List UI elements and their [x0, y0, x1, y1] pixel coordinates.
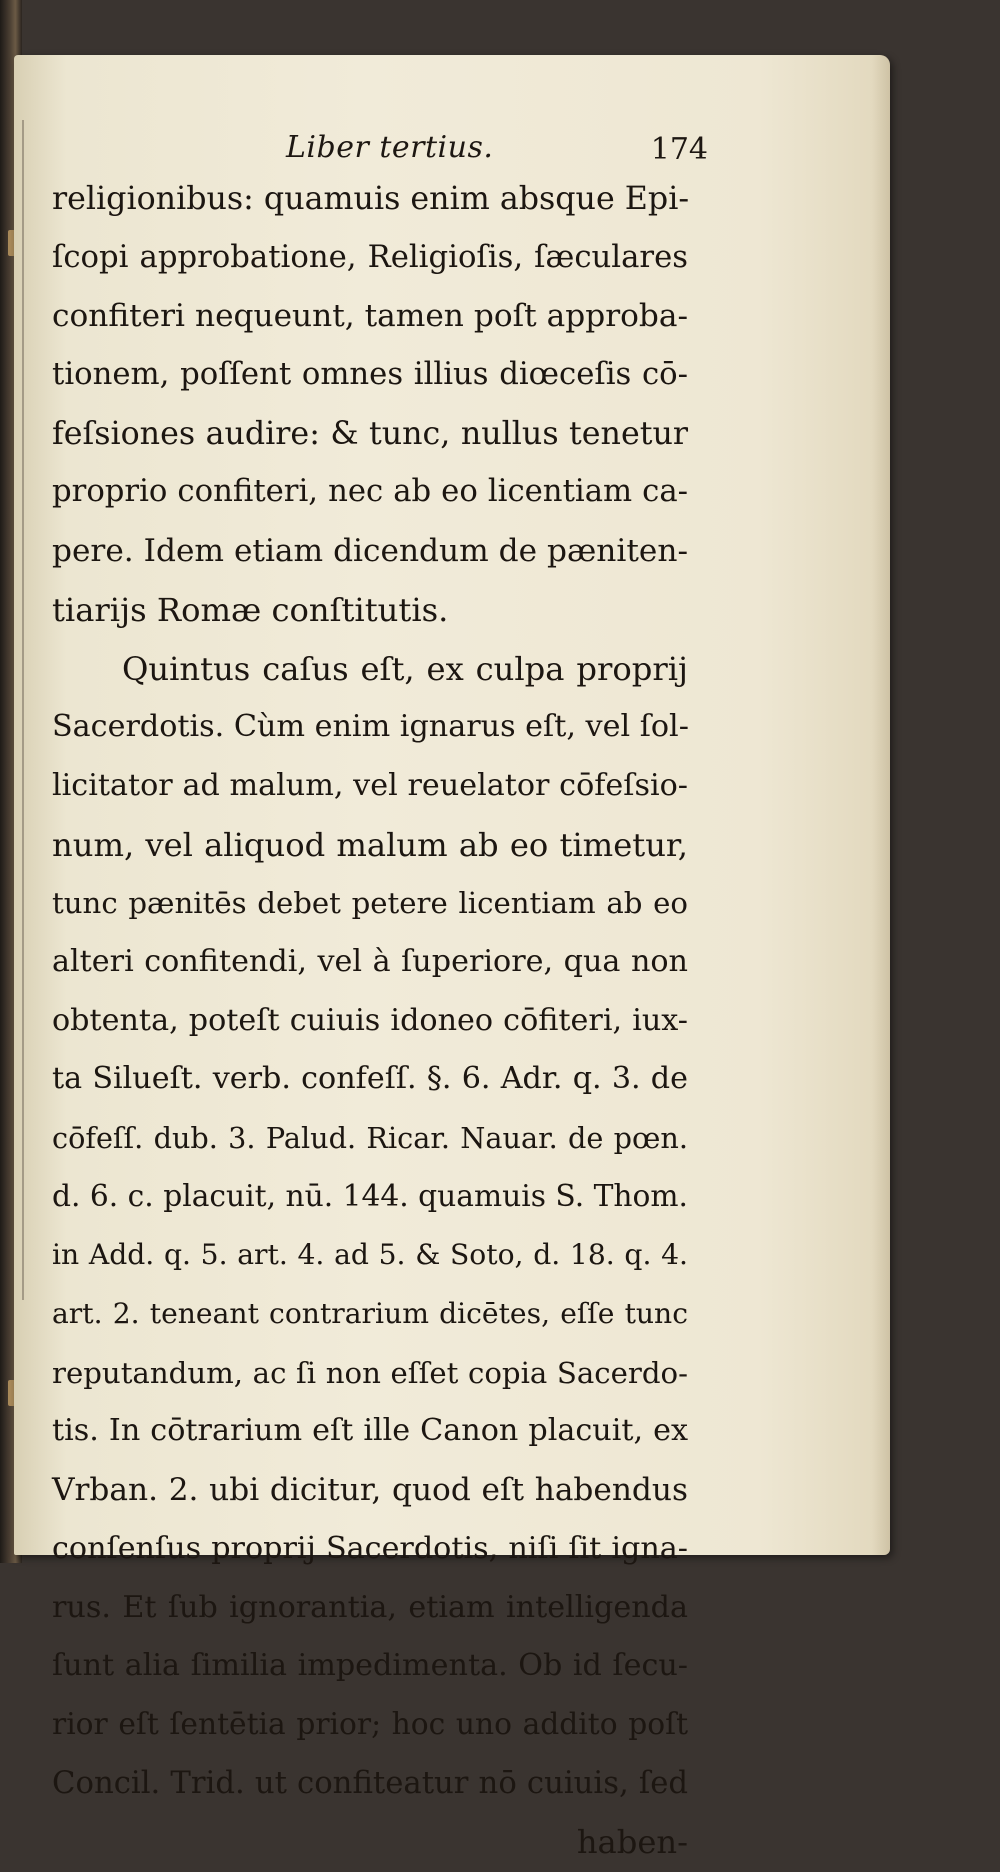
text-line: ta Silueſt. verb. confeſſ. §. 6. Adr. q. 3. de	[52, 1061, 688, 1097]
text-line: alteri confitendi, vel à ſuperiore, qua non	[52, 943, 688, 979]
text-line: reputandum, ac ſi non eſſet copia Sacerdo-	[52, 1355, 688, 1390]
text-line: pere. Idem etiam dicendum de pæniten-	[52, 533, 688, 570]
page-number: 174	[650, 132, 708, 167]
text-line: Vrban. 2. ubi dicitur, quod eſt habendus	[52, 1472, 688, 1509]
text-line: religionibus: quamuis enim absque Epi-	[52, 181, 690, 217]
text-line: tis. In cōtrarium eſt ille Canon placuit, ex	[52, 1413, 688, 1449]
text-line: tunc pænitēs debet petere licentiam ab eo	[52, 886, 688, 921]
text-line: ſunt alia ſimilia impedimenta. Ob id ſecu-	[52, 1648, 688, 1684]
body-text	[52, 170, 688, 1872]
paragraph-start-line: Quintus caſus eſt, ex culpa proprij	[122, 649, 688, 688]
page-header	[286, 130, 708, 170]
text-line: confiteri nequeunt, tamen poſt approba-	[52, 298, 688, 335]
running-title: Liber tertius.	[286, 130, 494, 165]
text-line: d. 6. c. placuit, nū. 144. quamuis S. Thom.	[52, 1178, 688, 1214]
text-line: obtenta, poteſt cuiuis idoneo cōfiteri, iux-	[52, 1002, 688, 1038]
text-line: rior eſt ſentētia prior; hoc uno addito poſt	[52, 1706, 688, 1742]
text-line: ſcopi approbatione, Religioſis, ſæculares	[52, 239, 688, 275]
text-line: Sacerdotis. Cùm enim ignarus eſt, vel ſol-	[52, 709, 689, 745]
text-line: tionem, poſſent omnes illius diœceſis cō-	[52, 357, 688, 393]
text-line: Concil. Trid. ut confiteatur nō cuiuis, ſed	[52, 1765, 688, 1801]
text-line: cōfeſſ. dub. 3. Palud. Ricar. Nauar. de pœn.	[52, 1121, 688, 1155]
text-line: in Add. q. 5. art. 4. ad 5. & Soto, d. 18. q. 4.	[52, 1238, 688, 1272]
text-line: rus. Et ſub ignorantia, etiam intelligenda	[52, 1589, 688, 1625]
text-line: tiarijs Romæ conſtitutis.	[52, 590, 449, 629]
text-line: proprio confiteri, nec ab eo licentiam ca-	[52, 474, 688, 510]
text-line: feſsiones audire: & tunc, nullus tenetur	[52, 415, 688, 452]
catchword: haben-	[576, 1823, 688, 1862]
page-edge-shadow	[22, 120, 24, 1300]
text-line: art. 2. teneant contrarium dicētes, eſſe tunc	[52, 1297, 688, 1331]
text-line: conſenſus proprij Sacerdotis, niſi ſit igna-	[52, 1530, 688, 1566]
text-line: licitator ad malum, vel reuelator cōfeſsio-	[52, 767, 688, 803]
text-line: num, vel aliquod malum ab eo timetur,	[52, 825, 688, 864]
